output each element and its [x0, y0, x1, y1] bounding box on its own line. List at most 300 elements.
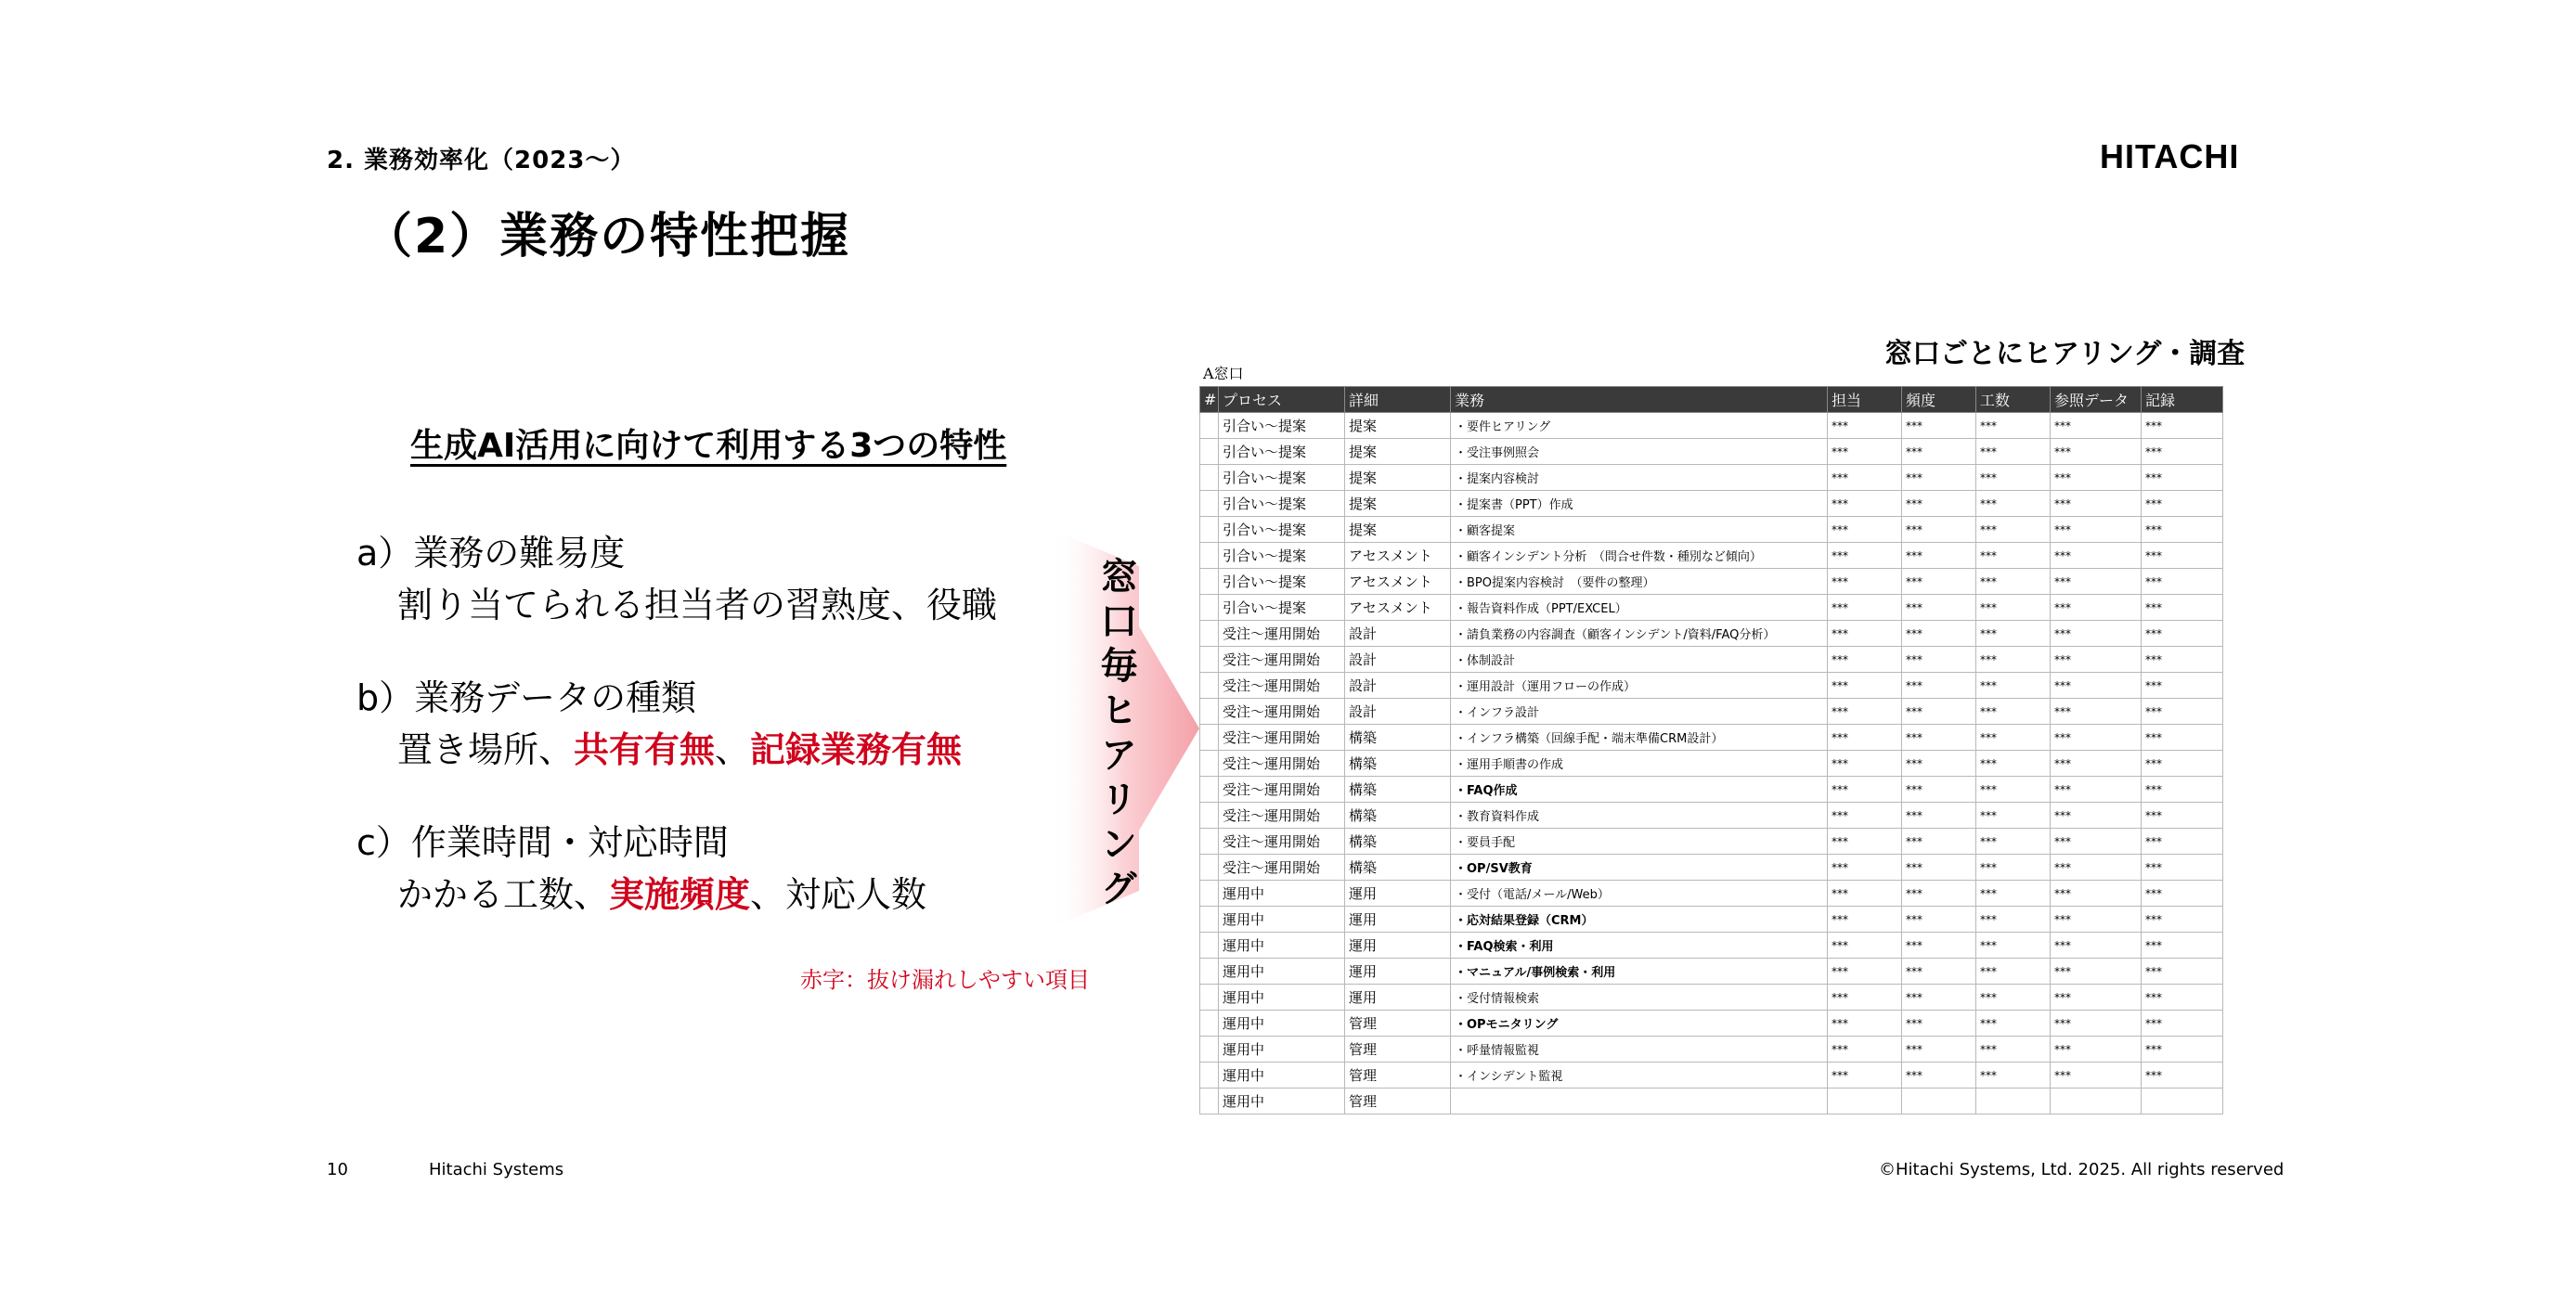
- col-header: 記録: [2142, 387, 2223, 413]
- table-cell: ***: [2051, 647, 2142, 673]
- table-cell: ***: [1828, 803, 1902, 829]
- table-cell: ・教育資料作成: [1451, 803, 1828, 829]
- table-cell: 設計: [1345, 673, 1451, 699]
- table-cell: ***: [1902, 1037, 1976, 1063]
- table-row: [1200, 855, 2223, 881]
- table-cell: [1200, 777, 1219, 803]
- table-cell: [1451, 1089, 1828, 1114]
- table-cell: ***: [2142, 855, 2223, 881]
- table-cell: ・応対結果登録（CRM）: [1451, 907, 1828, 933]
- table-cell: ***: [1902, 465, 1976, 491]
- table-cell: ***: [1976, 933, 2051, 959]
- table-cell: ***: [2142, 777, 2223, 803]
- table-cell: 引合い〜提案: [1219, 413, 1345, 439]
- table-cell: ***: [2142, 907, 2223, 933]
- desc-text: かかる工数、: [397, 874, 610, 915]
- table-cell: ***: [1902, 543, 1976, 569]
- table-cell: ***: [1828, 725, 1902, 751]
- table-cell: 管理: [1345, 1063, 1451, 1089]
- table-cell: ***: [2142, 803, 2223, 829]
- characteristic-b: [356, 672, 962, 776]
- table-cell: ***: [1828, 569, 1902, 595]
- table-cell: ・受付情報検索: [1451, 985, 1828, 1011]
- table-cell: 引合い〜提案: [1219, 543, 1345, 569]
- table-cell: 運用: [1345, 985, 1451, 1011]
- table-cell: ・顧客提案: [1451, 517, 1828, 543]
- table-row: [1200, 517, 2223, 543]
- table-cell: 構築: [1345, 725, 1451, 751]
- table-cell: 構築: [1345, 803, 1451, 829]
- table-cell: ***: [1828, 647, 1902, 673]
- table-cell: ・インシデント監視: [1451, 1063, 1828, 1089]
- table-row: [1200, 1011, 2223, 1037]
- survey-table: [1199, 386, 2222, 1110]
- table-cell: ***: [1828, 933, 1902, 959]
- table-cell: ***: [2142, 595, 2223, 621]
- table-cell: 運用: [1345, 907, 1451, 933]
- table-cell: ・OPモニタリング: [1451, 1011, 1828, 1037]
- table-cell: ***: [1902, 829, 1976, 855]
- table-row: [1200, 803, 2223, 829]
- col-header: 参照データ: [2051, 387, 2142, 413]
- table-cell: [1200, 1037, 1219, 1063]
- table-cell: [1200, 413, 1219, 439]
- table-cell: ***: [2142, 959, 2223, 985]
- table-cell: アセスメント: [1345, 569, 1451, 595]
- table-cell: [1200, 829, 1219, 855]
- table-cell: [1200, 673, 1219, 699]
- table-cell: 設計: [1345, 621, 1451, 647]
- table-cell: 受注〜運用開始: [1219, 647, 1345, 673]
- table-cell: ***: [1902, 673, 1976, 699]
- table-cell: [1200, 907, 1219, 933]
- table-cell: ***: [1902, 1011, 1976, 1037]
- table-cell: ***: [1976, 413, 2051, 439]
- table-cell: 引合い〜提案: [1219, 491, 1345, 517]
- table-cell: [1200, 543, 1219, 569]
- table-cell: ***: [2142, 751, 2223, 777]
- table-cell: ***: [2142, 1011, 2223, 1037]
- table-cell: ・要員手配: [1451, 829, 1828, 855]
- table-cell: [1200, 1063, 1219, 1089]
- table-cell: [1200, 933, 1219, 959]
- table-cell: ***: [1828, 465, 1902, 491]
- table-cell: ***: [1828, 543, 1902, 569]
- desc-highlight: 実施頻度: [609, 874, 751, 915]
- table-cell: ・インフラ構築（回線手配・端末準備CRM設計）: [1451, 725, 1828, 751]
- table-cell: ・提案書（PPT）作成: [1451, 491, 1828, 517]
- table-cell: [1902, 1089, 1976, 1114]
- table-cell: ***: [1976, 517, 2051, 543]
- table-cell: ・FAQ作成: [1451, 777, 1828, 803]
- table-cell: [1200, 855, 1219, 881]
- table-cell: ***: [2051, 517, 2142, 543]
- table-cell: ***: [1828, 517, 1902, 543]
- characteristics-heading: 生成AI活用に向けて利用する3つの特性: [410, 427, 1007, 465]
- desc-text: 、対応人数: [750, 874, 927, 915]
- table-cell: ***: [2142, 1063, 2223, 1089]
- table-cell: ***: [1828, 855, 1902, 881]
- table-cell: ***: [1976, 439, 2051, 465]
- table-cell: [1200, 439, 1219, 465]
- table-cell: 提案: [1345, 517, 1451, 543]
- table-cell: ***: [1976, 569, 2051, 595]
- hitachi-logo: HITACHI: [2100, 137, 2240, 175]
- table-row: [1200, 1037, 2223, 1063]
- table-cell: 受注〜運用開始: [1219, 621, 1345, 647]
- table-cell: [1200, 647, 1219, 673]
- table-cell: ***: [1902, 725, 1976, 751]
- table-cell: 運用中: [1219, 1063, 1345, 1089]
- table-cell: ***: [1976, 985, 2051, 1011]
- table-cell: 運用中: [1219, 881, 1345, 907]
- page-title: （2）業務の特性把握: [364, 209, 851, 264]
- table-cell: ***: [2142, 439, 2223, 465]
- characteristic-c-label: c）作業時間・対応時間: [356, 822, 729, 863]
- table-cell: ・運用手順書の作成: [1451, 751, 1828, 777]
- table-cell: ・要件ヒアリング: [1451, 413, 1828, 439]
- table-cell: ・FAQ検索・利用: [1451, 933, 1828, 959]
- table-cell: 提案: [1345, 491, 1451, 517]
- table-cell: ***: [2142, 569, 2223, 595]
- table-cell: ***: [1828, 881, 1902, 907]
- table-cell: 運用: [1345, 959, 1451, 985]
- table-cell: ***: [1976, 959, 2051, 985]
- table-cell: 受注〜運用開始: [1219, 699, 1345, 725]
- table-cell: ***: [1828, 751, 1902, 777]
- table-cell: ***: [1828, 777, 1902, 803]
- table-row: [1200, 985, 2223, 1011]
- table-cell: ***: [2051, 803, 2142, 829]
- table-cell: ***: [1902, 595, 1976, 621]
- table-cell: ***: [1902, 569, 1976, 595]
- table-cell: ***: [1976, 1011, 2051, 1037]
- table-cell: 提案: [1345, 413, 1451, 439]
- table-cell: ***: [1976, 673, 2051, 699]
- table-cell: 引合い〜提案: [1219, 517, 1345, 543]
- section-label: 2. 業務効率化（2023〜）: [327, 147, 636, 174]
- table-cell: [1200, 621, 1219, 647]
- table-cell: ・受注事例照会: [1451, 439, 1828, 465]
- table-cell: [1200, 985, 1219, 1011]
- characteristic-c-desc: [356, 869, 926, 921]
- table-cell: ***: [1902, 985, 1976, 1011]
- table-cell: ***: [1828, 985, 1902, 1011]
- table-cell: ***: [1976, 881, 2051, 907]
- table-row: [1200, 413, 2223, 439]
- col-header: 頻度: [1902, 387, 1976, 413]
- table-cell: 設計: [1345, 647, 1451, 673]
- table-cell: 運用中: [1219, 933, 1345, 959]
- table-cell: [1200, 1089, 1219, 1114]
- table-cell: ***: [2051, 673, 2142, 699]
- copyright: ©Hitachi Systems, Ltd. 2025. All rights reserved: [1879, 1160, 2285, 1179]
- table-cell: ***: [1976, 465, 2051, 491]
- characteristic-c: [356, 817, 926, 921]
- table-cell: ***: [2051, 1011, 2142, 1037]
- table-row: [1200, 907, 2223, 933]
- table-cell: ***: [1902, 517, 1976, 543]
- table-cell: ***: [1828, 1011, 1902, 1037]
- desc-text: 置き場所、: [397, 729, 575, 770]
- table-cell: ***: [1902, 907, 1976, 933]
- table-cell: ***: [2051, 621, 2142, 647]
- table-cell: ・運用設計（運用フローの作成）: [1451, 673, 1828, 699]
- table-cell: ・請負業務の内容調査（顧客インシデント/資料/FAQ分析）: [1451, 621, 1828, 647]
- table-cell: ***: [2142, 725, 2223, 751]
- table-cell: ***: [1902, 699, 1976, 725]
- table-cell: ***: [2142, 647, 2223, 673]
- table-cell: [1200, 569, 1219, 595]
- table-cell: 受注〜運用開始: [1219, 751, 1345, 777]
- table-cell: ・報告資料作成（PPT/EXCEL）: [1451, 595, 1828, 621]
- table-cell: ***: [2051, 959, 2142, 985]
- characteristic-a-label: a）業務の難易度: [356, 533, 626, 573]
- col-header: 担当: [1828, 387, 1902, 413]
- table-cell: ***: [1902, 1063, 1976, 1089]
- table-cell: ***: [2051, 439, 2142, 465]
- table-cell: ***: [2142, 517, 2223, 543]
- table-cell: [1200, 725, 1219, 751]
- table-cell: [2142, 1089, 2223, 1114]
- table-row: [1200, 647, 2223, 673]
- table-cell: ・体制設計: [1451, 647, 1828, 673]
- table-cell: 引合い〜提案: [1219, 465, 1345, 491]
- table-cell: ***: [1902, 751, 1976, 777]
- table-cell: 運用: [1345, 933, 1451, 959]
- table-cell: ***: [2051, 881, 2142, 907]
- table-row: [1200, 933, 2223, 959]
- table-cell: ***: [2051, 725, 2142, 751]
- table-row: [1200, 1089, 2223, 1114]
- page-number: 10: [327, 1160, 348, 1179]
- table-cell: ***: [1902, 647, 1976, 673]
- table-cell: ***: [1902, 621, 1976, 647]
- desc-text: 割り当てられる担当者の習熟度、役職: [397, 585, 998, 625]
- table-cell: 管理: [1345, 1011, 1451, 1037]
- table-cell: ***: [2051, 855, 2142, 881]
- table-row: [1200, 699, 2223, 725]
- table-row: [1200, 725, 2223, 751]
- table-cell: ***: [2142, 413, 2223, 439]
- table-cell: ***: [2051, 1037, 2142, 1063]
- table-cell: ***: [1902, 881, 1976, 907]
- table-row: [1200, 621, 2223, 647]
- table-caption: 窓口ごとにヒアリング・調査: [1884, 338, 2246, 370]
- characteristic-b-desc: [356, 724, 962, 776]
- table-cell: 管理: [1345, 1089, 1451, 1114]
- table-cell: ***: [1828, 439, 1902, 465]
- table-cell: ***: [1976, 907, 2051, 933]
- table-cell: ***: [1976, 621, 2051, 647]
- table-row: [1200, 673, 2223, 699]
- table-cell: 運用: [1345, 881, 1451, 907]
- table-cell: ***: [2142, 1037, 2223, 1063]
- table-cell: ***: [2051, 595, 2142, 621]
- table-cell: [1200, 595, 1219, 621]
- table-cell: ***: [2142, 881, 2223, 907]
- table-cell: ***: [1976, 777, 2051, 803]
- table-row: [1200, 543, 2223, 569]
- table-cell: ***: [1976, 1063, 2051, 1089]
- table-cell: ***: [2142, 829, 2223, 855]
- table-cell: [1200, 803, 1219, 829]
- table-cell: ***: [2051, 465, 2142, 491]
- table-cell: アセスメント: [1345, 595, 1451, 621]
- table-row: [1200, 829, 2223, 855]
- table-cell: ***: [2142, 699, 2223, 725]
- table-cell: ***: [1902, 959, 1976, 985]
- table-row: [1200, 777, 2223, 803]
- table-cell: ***: [1828, 959, 1902, 985]
- table-cell: 運用中: [1219, 1037, 1345, 1063]
- table-cell: ***: [2142, 621, 2223, 647]
- table-row: [1200, 959, 2223, 985]
- table-cell: [1200, 959, 1219, 985]
- table-header: [1200, 387, 2223, 413]
- table-cell: ***: [1976, 1037, 2051, 1063]
- table-cell: ・顧客インシデント分析 （問合せ件数・種別など傾向）: [1451, 543, 1828, 569]
- table-row: [1200, 569, 2223, 595]
- desc-highlight: 記録業務有無: [750, 729, 963, 770]
- table-cell: ***: [1976, 855, 2051, 881]
- table-cell: ***: [1902, 933, 1976, 959]
- table-cell: 引合い〜提案: [1219, 595, 1345, 621]
- table-cell: 設計: [1345, 699, 1451, 725]
- table-cell: ***: [2142, 933, 2223, 959]
- table-cell: [1200, 465, 1219, 491]
- table-cell: ***: [1976, 647, 2051, 673]
- table-row: [1200, 881, 2223, 907]
- footer-company: Hitachi Systems: [429, 1160, 564, 1179]
- table-cell: ***: [2142, 543, 2223, 569]
- table-cell: ***: [2051, 543, 2142, 569]
- red-text-note: 赤字：抜け漏れしやすい項目: [800, 967, 1090, 993]
- table-cell: ***: [2051, 699, 2142, 725]
- table-cell: ***: [1902, 803, 1976, 829]
- table-cell: ***: [2051, 413, 2142, 439]
- table-cell: ***: [1828, 699, 1902, 725]
- table-cell: ***: [1902, 439, 1976, 465]
- table-cell: 運用中: [1219, 1011, 1345, 1037]
- table-cell: ***: [1976, 751, 2051, 777]
- table-cell: ***: [1828, 621, 1902, 647]
- table-cell: ***: [2142, 465, 2223, 491]
- table-cell: ***: [2142, 985, 2223, 1011]
- table-row: [1200, 1063, 2223, 1089]
- table-cell: 提案: [1345, 439, 1451, 465]
- characteristic-a-desc: [356, 579, 997, 631]
- table-cell: ***: [2051, 491, 2142, 517]
- table-cell: ***: [1976, 595, 2051, 621]
- table-cell: 構築: [1345, 777, 1451, 803]
- table-cell: ***: [1828, 595, 1902, 621]
- table-cell: アセスメント: [1345, 543, 1451, 569]
- table-cell: 引合い〜提案: [1219, 439, 1345, 465]
- col-header: 詳細: [1345, 387, 1451, 413]
- table-cell: ・受付（電話/メール/Web）: [1451, 881, 1828, 907]
- table-cell: 運用中: [1219, 1089, 1345, 1114]
- table-cell: ***: [1828, 491, 1902, 517]
- table-cell: ***: [2051, 907, 2142, 933]
- characteristic-a: [356, 527, 997, 631]
- table-cell: 管理: [1345, 1037, 1451, 1063]
- table-cell: ・インフラ設計: [1451, 699, 1828, 725]
- table-cell: ***: [1828, 413, 1902, 439]
- table-cell: ***: [2051, 1063, 2142, 1089]
- table-row: [1200, 751, 2223, 777]
- table-cell: 受注〜運用開始: [1219, 855, 1345, 881]
- table-cell: 受注〜運用開始: [1219, 725, 1345, 751]
- table-cell: ***: [1828, 1037, 1902, 1063]
- col-header: 業務: [1451, 387, 1828, 413]
- table-cell: ***: [2142, 673, 2223, 699]
- table-cell: ***: [1902, 855, 1976, 881]
- table-cell: [1200, 881, 1219, 907]
- table-cell: 受注〜運用開始: [1219, 803, 1345, 829]
- desc-highlight: 共有有無: [574, 729, 716, 770]
- table-cell: [1200, 491, 1219, 517]
- table-cell: ・マニュアル/事例検索・利用: [1451, 959, 1828, 985]
- table-cell: ・提案内容検討: [1451, 465, 1828, 491]
- table-cell: ***: [1902, 413, 1976, 439]
- sheet-name: A窓口: [1203, 365, 1244, 382]
- col-header: #: [1200, 387, 1219, 413]
- table-cell: ***: [1902, 777, 1976, 803]
- table-cell: ***: [1976, 829, 2051, 855]
- table-row: [1200, 465, 2223, 491]
- table-cell: [1828, 1089, 1902, 1114]
- table-cell: ***: [1902, 491, 1976, 517]
- table-cell: ・OP/SV教育: [1451, 855, 1828, 881]
- table-cell: 構築: [1345, 855, 1451, 881]
- table-cell: ***: [1976, 725, 2051, 751]
- table-cell: [1976, 1089, 2051, 1114]
- table-cell: ***: [2051, 751, 2142, 777]
- table-cell: ***: [1976, 543, 2051, 569]
- table-cell: ***: [2142, 491, 2223, 517]
- table-cell: [1200, 699, 1219, 725]
- table-cell: ***: [2051, 933, 2142, 959]
- desc-text: 、: [715, 729, 751, 770]
- table-cell: ・呼量情報監視: [1451, 1037, 1828, 1063]
- col-header: 工数: [1976, 387, 2051, 413]
- table-cell: 運用中: [1219, 959, 1345, 985]
- characteristic-b-label: b）業務データの種類: [356, 677, 697, 718]
- table-cell: ***: [1976, 803, 2051, 829]
- table-cell: [1200, 1011, 1219, 1037]
- table-cell: ***: [1976, 699, 2051, 725]
- table-cell: 受注〜運用開始: [1219, 829, 1345, 855]
- table-cell: ***: [1828, 673, 1902, 699]
- table-cell: ***: [1828, 1063, 1902, 1089]
- table-cell: ・BPO提案内容検討 （要件の整理）: [1451, 569, 1828, 595]
- table-cell: 引合い〜提案: [1219, 569, 1345, 595]
- table-cell: ***: [1976, 491, 2051, 517]
- table-row: [1200, 491, 2223, 517]
- table-cell: 運用中: [1219, 907, 1345, 933]
- table-cell: ***: [2051, 777, 2142, 803]
- table-cell: [1200, 517, 1219, 543]
- table-cell: ***: [2051, 985, 2142, 1011]
- table-cell: 受注〜運用開始: [1219, 673, 1345, 699]
- table-cell: ***: [2051, 569, 2142, 595]
- table-cell: ***: [2051, 829, 2142, 855]
- table-row: [1200, 595, 2223, 621]
- table-cell: [2051, 1089, 2142, 1114]
- table-cell: ***: [1828, 829, 1902, 855]
- table-cell: 構築: [1345, 751, 1451, 777]
